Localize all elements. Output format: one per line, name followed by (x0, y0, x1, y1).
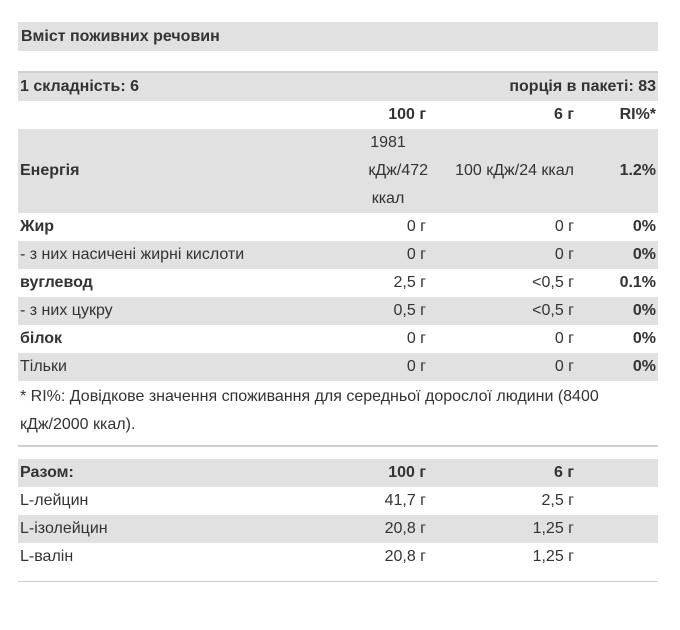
amino-empty (576, 543, 658, 571)
nutrient-label: - з них насичені жирні кислоти (18, 241, 308, 269)
amino-per6: 1,25 г (532, 548, 574, 565)
nutrient-per6: <0,5 г (532, 274, 575, 291)
nutrient-per6: <0,5 г (428, 297, 576, 325)
amino-label: L-лейцин (20, 492, 89, 509)
nutrition-row (18, 269, 658, 297)
energy-ri: 1.2% (576, 129, 658, 213)
nutrient-per100: 0 г (406, 218, 427, 235)
energy-per6: 100 кДж/24 ккал (428, 129, 576, 213)
nutrition-row (18, 241, 658, 269)
header-per100: 100 г (388, 106, 427, 123)
serving-row (18, 73, 658, 101)
nutrition-panel (18, 22, 658, 582)
amino-per100: 20,8 г (384, 548, 426, 565)
nutrient-per100: 0 г (308, 353, 428, 381)
amino-row (18, 515, 658, 543)
energy-per100-line3: ккал (371, 190, 405, 207)
nutrient-per100: 0 г (406, 330, 427, 347)
nutrient-per100: 0,5 г (308, 297, 428, 325)
nutrient-ri: 0.1% (619, 274, 657, 291)
amino-header-label: Разом: (18, 459, 308, 487)
nutrition-table (18, 73, 658, 381)
nutrient-label: - з них цукру (18, 297, 308, 325)
energy-per100-line1: 1981 (370, 134, 406, 151)
amino-row (18, 543, 658, 571)
nutrient-per6: 0 г (428, 241, 576, 269)
energy-per100-line2: кДж/472 (368, 162, 429, 179)
divider (18, 581, 658, 582)
nutrient-per6: 0 г (554, 330, 575, 347)
nutrient-per100: 2,5 г (393, 274, 427, 291)
nutrient-label: Жир (20, 218, 55, 235)
energy-label: Енергія (18, 129, 308, 213)
header-ri: RI%* (619, 106, 657, 123)
servings-per-pack: порція в пакеті: 83 (428, 73, 658, 101)
nutrient-ri: 0% (576, 297, 658, 325)
header-per6: 6 г (554, 106, 575, 123)
serving-count: 1 складність: 6 (18, 73, 428, 101)
nutrient-ri: 0% (632, 330, 657, 347)
amino-header-empty (576, 459, 658, 487)
nutrient-label: Тільки (18, 353, 308, 381)
amino-row (18, 487, 658, 515)
nutrient-ri: 0% (576, 353, 658, 381)
energy-per100 (308, 129, 428, 213)
amino-per100: 41,7 г (384, 492, 426, 509)
nutrition-row (18, 297, 658, 325)
amino-label: L-валін (20, 548, 74, 565)
nutrient-per6: 0 г (554, 218, 575, 235)
ri-footnote: * RI%: Довідкове значення споживання для середньої дорослої людини (8400 кДж/2000 ккал). (20, 388, 599, 433)
energy-row (18, 129, 658, 213)
amino-per6: 1,25 г (428, 515, 576, 543)
header-label (18, 101, 308, 129)
nutrient-label: білок (20, 330, 63, 347)
amino-header-per6: 6 г (428, 459, 576, 487)
nutrient-per6: 0 г (428, 353, 576, 381)
amino-label: L-ізолейцин (18, 515, 308, 543)
nutrition-row (18, 353, 658, 381)
amino-header-per100: 100 г (308, 459, 428, 487)
nutrient-label: вуглевод (20, 274, 93, 291)
amino-empty (576, 487, 658, 515)
nutrient-ri: 0% (632, 218, 657, 235)
nutrient-per100: 0 г (308, 241, 428, 269)
amino-header-row (18, 459, 658, 487)
nutrition-header-row (18, 101, 658, 129)
amino-per6: 2,5 г (541, 492, 574, 509)
amino-empty (576, 515, 658, 543)
panel-title: Вміст поживних речовин (18, 22, 658, 51)
nutrition-row (18, 325, 658, 353)
amino-per100: 20,8 г (308, 515, 428, 543)
amino-table (18, 459, 658, 571)
nutrition-row (18, 213, 658, 241)
nutrient-ri: 0% (576, 241, 658, 269)
